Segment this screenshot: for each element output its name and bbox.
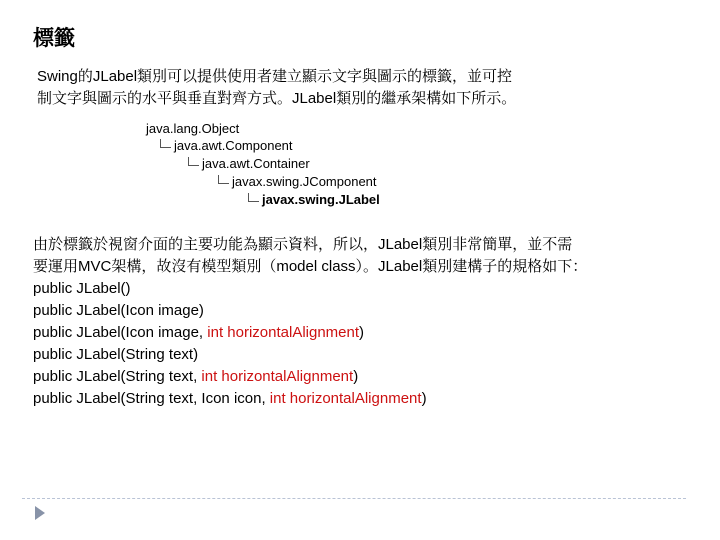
constructor-line [33, 366, 713, 388]
body-line: 由於標籤於視窗介面的主要功能為顯示資料，所以，JLabel類別非常簡單，並不需 [33, 236, 573, 253]
constructor-text: public JLabel(Icon image) [33, 302, 204, 319]
constructor-line [33, 300, 713, 322]
constructor-param: int horizontalAlignment [201, 368, 354, 385]
body-line: 要運用MVC架構，故沒有模型類別（model class）。JLabel類別建構子的規格如下： [33, 258, 588, 275]
tree-node-label: java.awt.Component [174, 138, 293, 153]
page-title: 標籤 [33, 26, 75, 50]
constructor-suffix: ) [359, 324, 365, 341]
constructor-line [33, 322, 713, 344]
tree-node-label: javax.swing.JLabel [262, 192, 380, 207]
constructor-line [33, 388, 713, 410]
constructor-param: int horizontalAlignment [269, 390, 422, 407]
tree-node-object [146, 120, 239, 138]
tree-node-container [188, 155, 310, 173]
tree-node-component [160, 137, 293, 155]
intro-line: 制文字與圖示的水平與垂直對齊方式。JLabel類別的繼承架構如下所示。 [37, 90, 517, 107]
constructor-text: public JLabel(String text, [33, 368, 202, 385]
constructor-param: int horizontalAlignment [207, 324, 360, 341]
constructor-text: public JLabel() [33, 280, 131, 297]
constructor-line [33, 278, 713, 300]
tree-elbow-icon [218, 175, 229, 184]
constructor-text: public JLabel(String text, Icon icon, [33, 390, 270, 407]
tree-elbow-icon [248, 193, 259, 202]
constructor-line [33, 344, 713, 366]
tree-elbow-icon [160, 139, 171, 148]
tree-node-jlabel [248, 191, 380, 209]
constructor-suffix: ) [421, 390, 427, 407]
tree-node-jcomponent [218, 173, 377, 191]
tree-node-label: javax.swing.JComponent [232, 174, 377, 189]
footer-divider [22, 498, 686, 499]
constructor-text: public JLabel(Icon image, [33, 324, 208, 341]
intro-paragraph [37, 66, 637, 110]
constructor-suffix: ) [353, 368, 359, 385]
tree-elbow-icon [188, 157, 199, 166]
constructor-text: public JLabel(String text) [33, 346, 199, 363]
intro-line: Swing的JLabel類別可以提供使用者建立顯示文字與圖示的標籤，並可控 [37, 68, 513, 85]
tree-node-label: java.lang.Object [146, 121, 240, 136]
play-arrow-icon[interactable] [35, 506, 45, 520]
constructor-section [33, 234, 713, 410]
tree-node-label: java.awt.Container [202, 156, 310, 171]
